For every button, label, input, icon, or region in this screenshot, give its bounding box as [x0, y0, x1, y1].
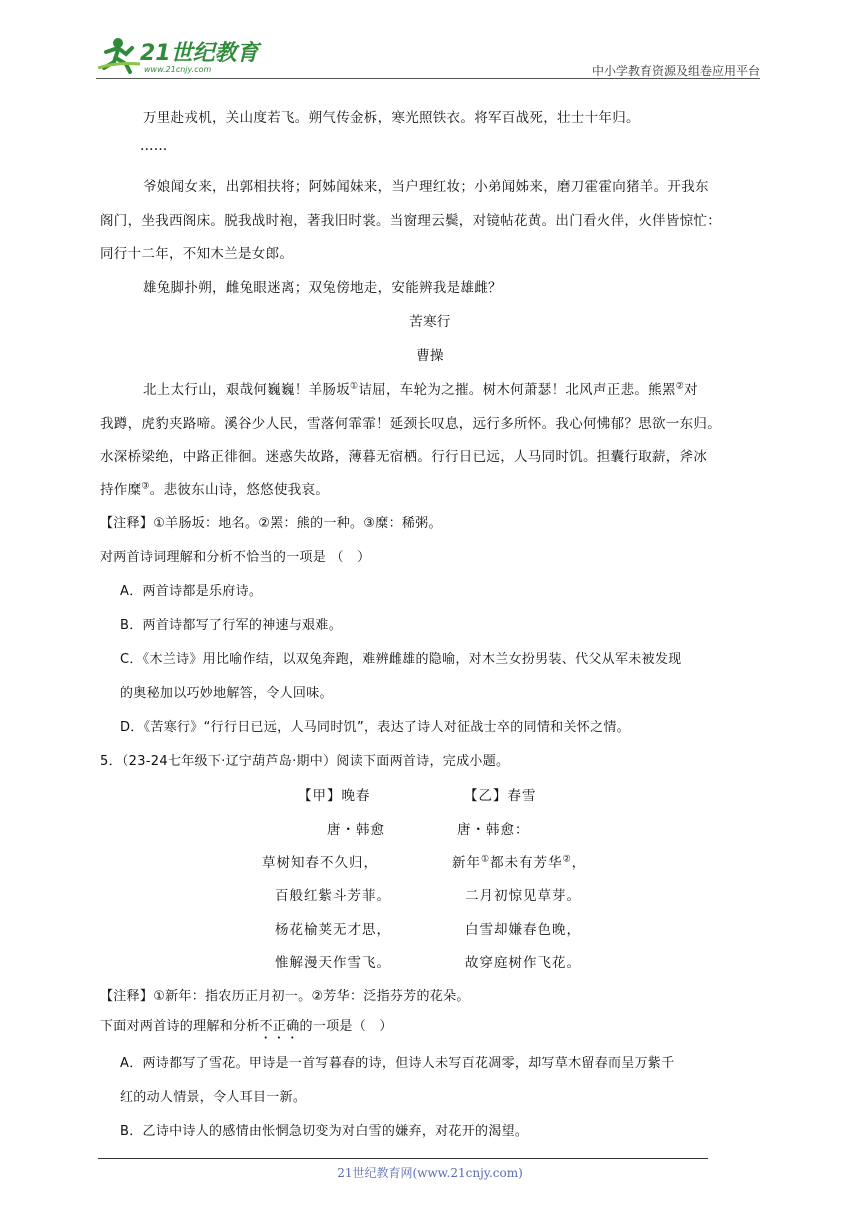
poem2-title: 苦寒行 — [409, 314, 451, 330]
footer-divider — [98, 1158, 708, 1159]
poem2-line2: 我蹲，虎豹夹路啼。溪谷少人民，雪落何霏霏！延颈长叹息，远行多所怀。我心何怫郁？思欲一东归。 — [100, 416, 721, 432]
poem1-ellipsis: …… — [140, 138, 168, 154]
poem1-line2b: 阁门，坐我西阁床。脱我战时袍，著我旧时裳。当窗理云鬓，对镜帖花黄。出门看火伴，火伴皆惊忙： — [100, 213, 721, 229]
poem2-line1: 北上太行山，艰哉何巍巍！羊肠坂①诘屈，车轮为之摧。树木何萧瑟！北风声正悲。熊罴②对 — [143, 381, 698, 398]
platform-name: 中小学教育资源及组卷应用平台 — [591, 64, 760, 78]
q5-yi-line4: 故穿庭树作飞花。 — [465, 955, 581, 971]
poem2-line3: 水深桥梁绝，中路正徘徊。迷惑失故路，薄暮无宿栖。行行日已远，人马同时饥。担囊行取薪，斧冰 — [100, 449, 708, 465]
q5-yi-title: 【乙】春雪 — [464, 788, 537, 804]
q4-stem: 对两首诗词理解和分析不恰当的一项是 （ ） — [100, 550, 371, 565]
q5-header: 5．（23-24七年级下·辽宁葫芦岛·期中）阅读下面两首诗，完成小题。 — [100, 754, 510, 769]
poem2-line4: 持作糜③。悲彼东山诗，悠悠使我哀。 — [100, 481, 330, 498]
header-divider — [96, 78, 760, 79]
q4-option-a: A．两首诗都是乐府诗。 — [120, 584, 263, 599]
poem1-line1: 万里赴戎机，关山度若飞。朔气传金柝，寒光照铁衣。将军百战死，壮士十年归。 — [143, 110, 640, 126]
q5-yi-line1: 新年①都未有芳华②， — [452, 854, 587, 871]
poem1-line2c: 同行十二年，不知木兰是女郎。 — [100, 246, 294, 262]
q5-option-a2: 红的动人情景，令人耳目一新。 — [120, 1090, 307, 1105]
runner-logo-icon — [96, 34, 266, 74]
q5-option-a1: A．两诗都写了雪花。甲诗是一首写暮春的诗，但诗人未写百花凋零，却写草木留春而呈万紫千 — [120, 1056, 675, 1071]
q4-option-d: D．《苦寒行》“行行日已远，人马同时饥”，表达了诗人对征战士卒的同情和关怀之情。 — [120, 720, 630, 735]
page-header — [96, 30, 760, 78]
footer-link[interactable]: 21世纪教育网(www.21cnjy.com) — [337, 1166, 523, 1180]
q4-option-c1: C．《木兰诗》用比喻作结，以双兔奔跑，难辨雌雄的隐喻，对木兰女扮男装、代父从军未被发现 — [120, 652, 682, 667]
q5-yi-line3: 白雪却嫌春色晚， — [465, 922, 581, 938]
q5-note: 【注释】①新年：指农历正月初一。②芳华：泛指芬芳的花朵。 — [100, 989, 470, 1004]
q4-option-c2: 的奥秘加以巧妙地解答，令人回味。 — [120, 686, 333, 701]
emphasis-dots: 不正确 — [259, 1019, 300, 1034]
q5-jia-title: 【甲】晚春 — [298, 788, 371, 804]
poem2-author: 曹操 — [416, 348, 444, 364]
svg-text:21世纪教育: 21世纪教育 — [140, 41, 259, 66]
site-logo — [96, 34, 266, 74]
q5-jia-line3: 杨花榆荚无才思， — [275, 922, 391, 938]
poem1-line3: 雄兔脚扑朔，雌兔眼迷离；双兔傍地走，安能辨我是雄雌？ — [143, 280, 502, 296]
q5-jia-line1: 草树知春不久归， — [262, 855, 378, 871]
q5-yi-line2: 二月初惊见草芽。 — [465, 888, 581, 904]
q4-option-b: B．两首诗都写了行军的神速与艰难。 — [120, 618, 343, 633]
svg-text:www.21cnjy.com: www.21cnjy.com — [144, 65, 212, 74]
q5-jia-line2: 百般红紫斗芳菲。 — [275, 888, 391, 904]
poem2-note: 【注释】①羊肠坂：地名。②罴：熊的一种。③糜：稀粥。 — [100, 516, 442, 531]
poem1-line2a: 爷娘闻女来，出郭相扶将；阿姊闻妹来，当户理红妆；小弟闻姊来，磨刀霍霍向猪羊。开我东 — [143, 179, 709, 195]
q5-stem: 下面对两首诗的理解和分析不正确的一项是（ ） — [100, 1019, 393, 1034]
q5-option-b: B．乙诗中诗人的感情由怅惘急切变为对白雪的嫌弃，对花开的渴望。 — [120, 1124, 529, 1139]
q5-yi-author: 唐・韩愈： — [457, 822, 530, 838]
q5-jia-author: 唐・韩愈 — [327, 822, 385, 838]
q5-jia-line4: 惟解漫天作雪飞。 — [275, 955, 391, 971]
